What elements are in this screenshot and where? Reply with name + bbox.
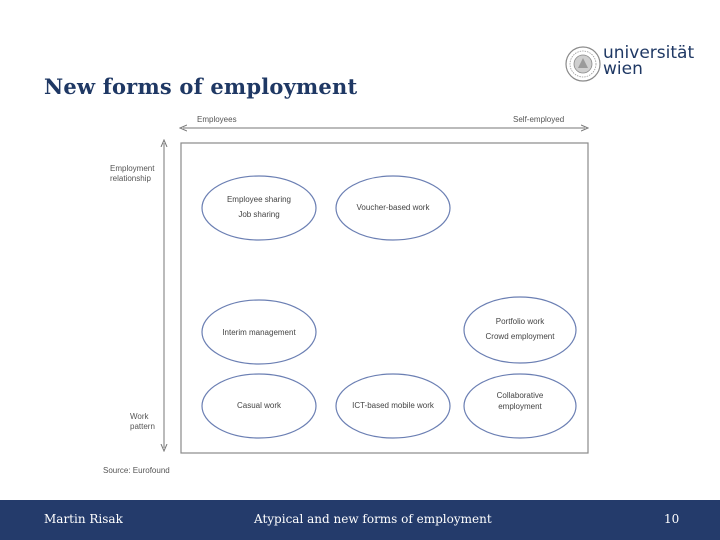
- slide-title: New forms of employment: [44, 74, 358, 99]
- oval-label: ICT-based mobile work: [352, 401, 434, 410]
- axis-label-employment-relationship: Employment relationship: [110, 164, 155, 183]
- axis-label-self-employed: Self-employed: [513, 115, 565, 124]
- footer-bar: [0, 500, 720, 540]
- footer-course-title: Atypical and new forms of employment: [254, 512, 492, 526]
- axis-label-work-pattern: Work pattern: [130, 412, 155, 431]
- logo-text-line2: wien: [603, 59, 643, 79]
- footer-author: Martin Risak: [44, 512, 123, 526]
- oval-label: Interim management: [222, 328, 296, 337]
- oval-label: Employee sharing Job sharing: [226, 195, 292, 219]
- oval-label: Casual work: [236, 401, 281, 410]
- footer-page-number: 10: [664, 512, 680, 526]
- logo-text-line1: universität: [603, 43, 695, 63]
- oval-label: Collaborative employment: [496, 391, 544, 411]
- oval-label: Portfolio work Crowd employment: [485, 317, 555, 341]
- axis-label-employees: Employees: [197, 115, 237, 124]
- oval-label: Voucher-based work: [356, 203, 430, 212]
- source-note: Source: Eurofound: [103, 466, 170, 475]
